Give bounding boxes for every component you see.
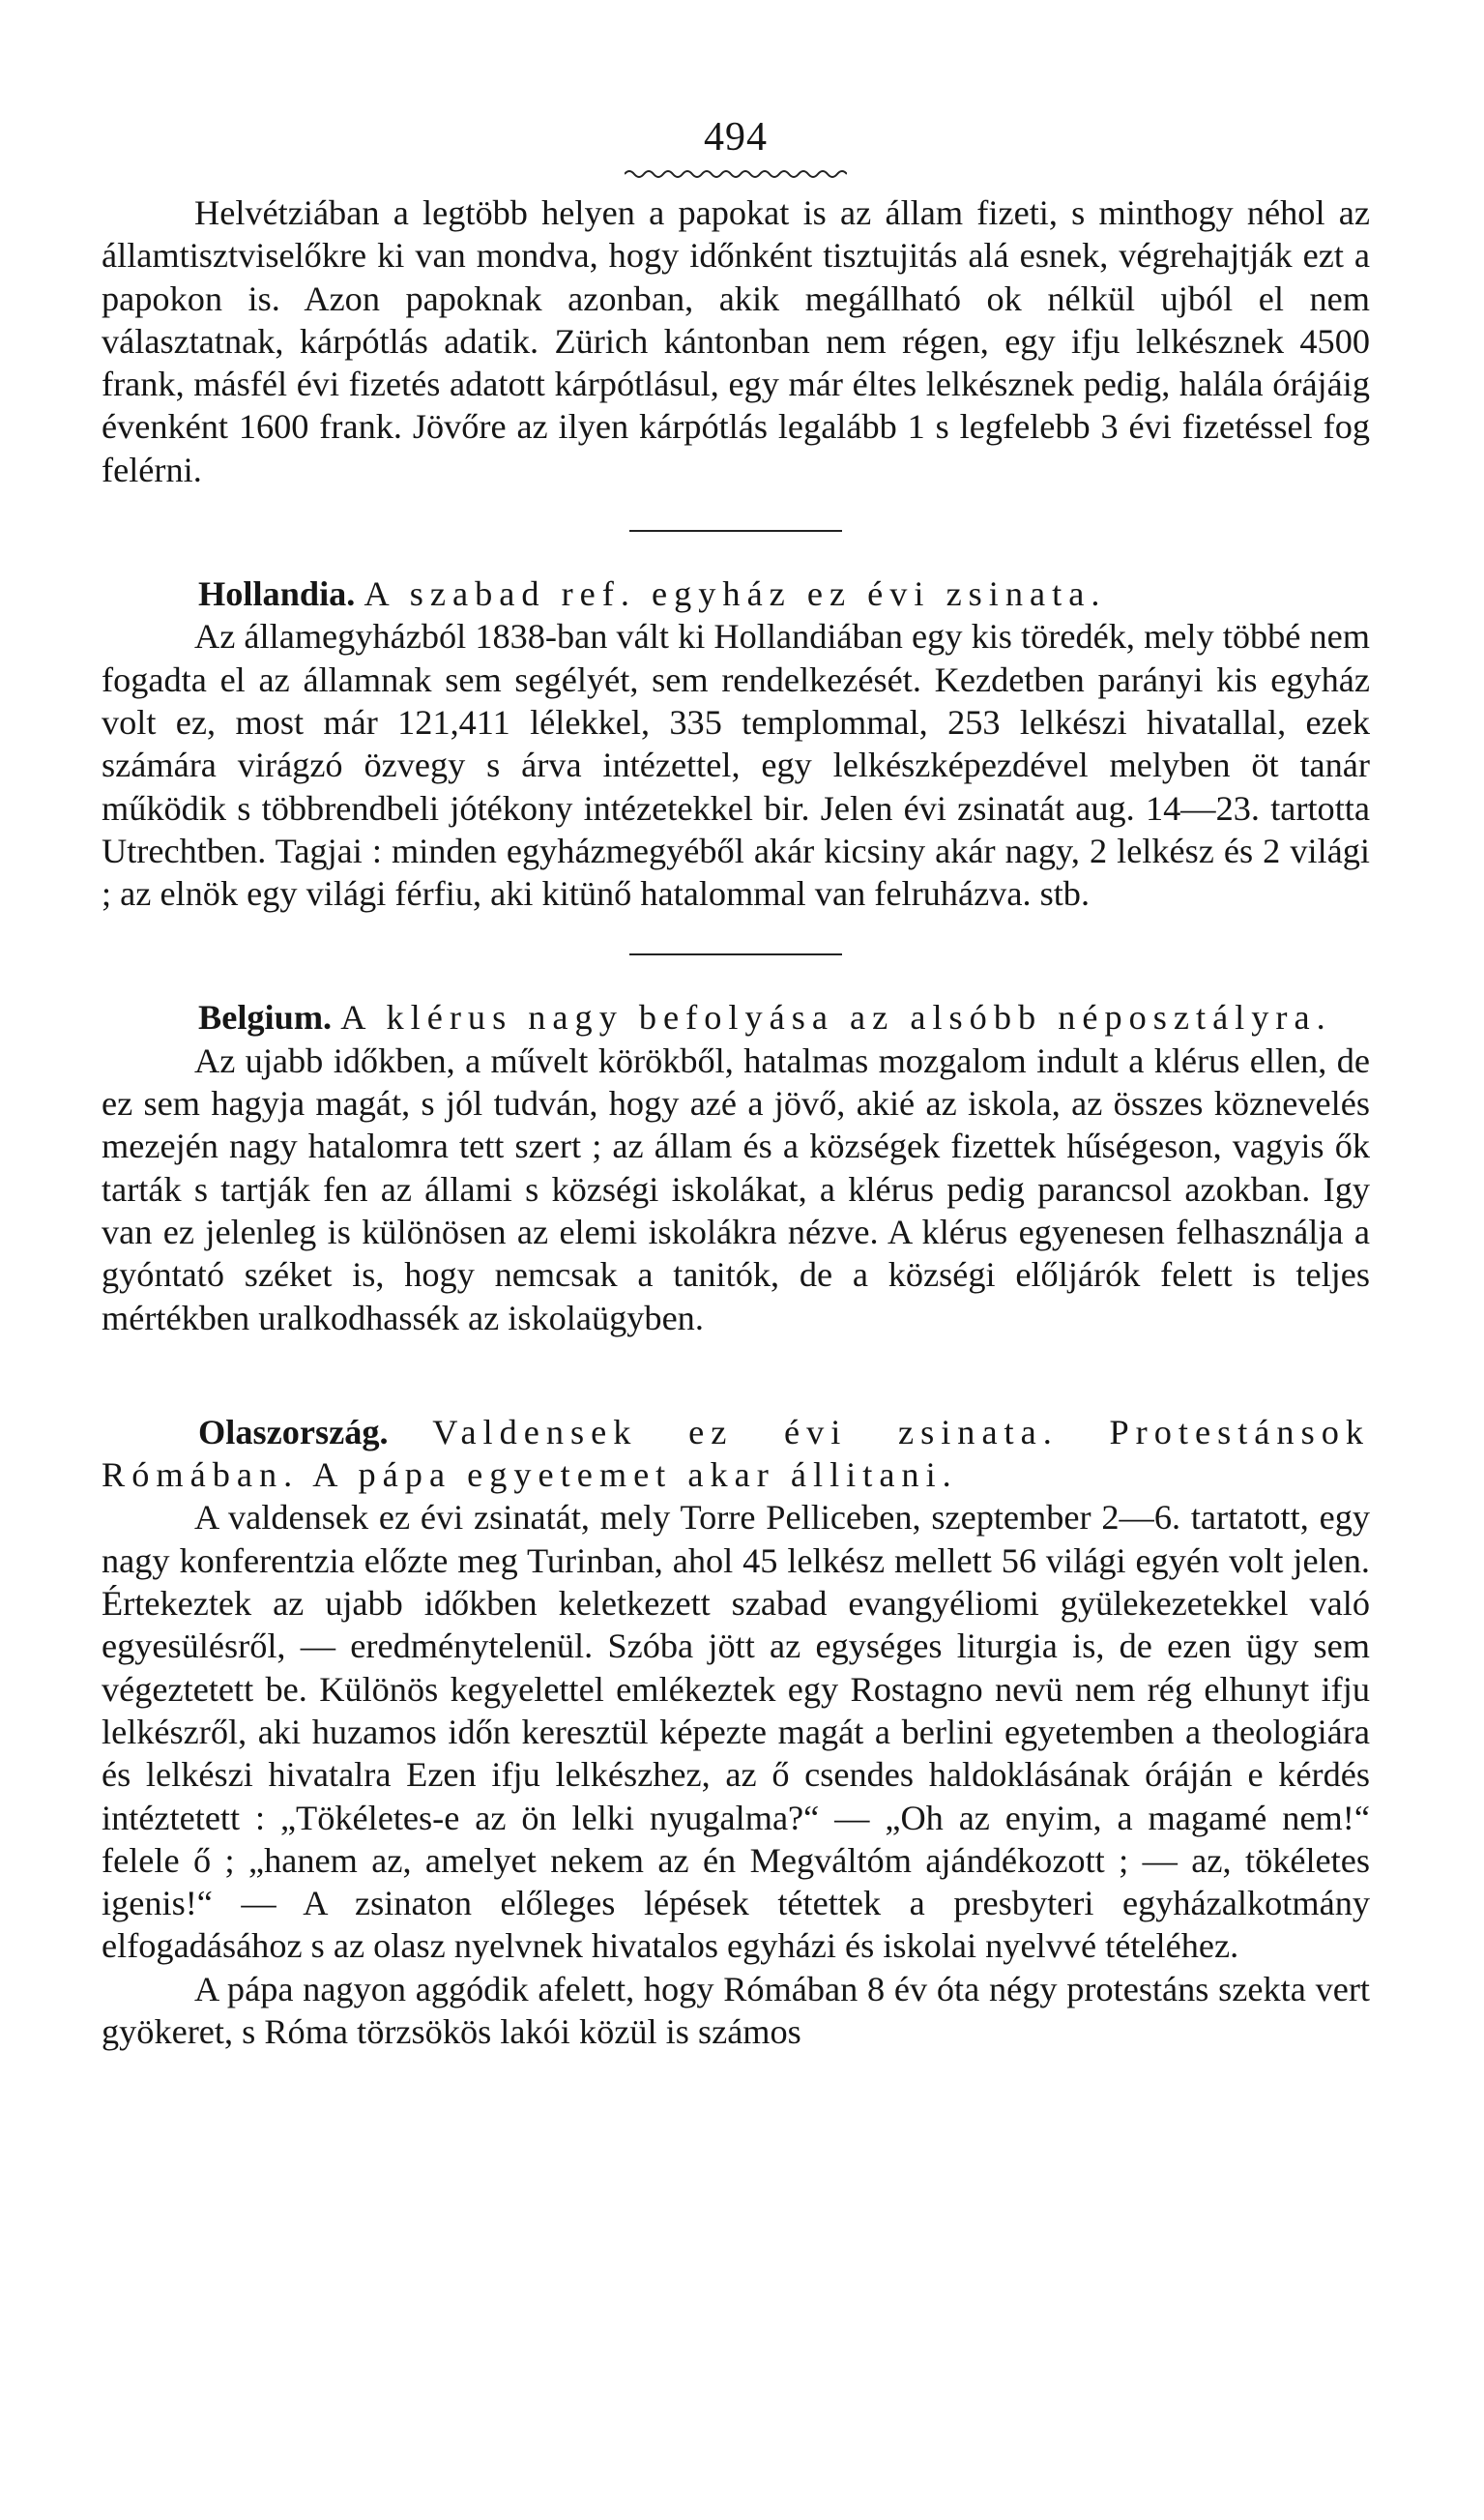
helvetia-paragraph: Helvétziában a legtöbb helyen a papokat is az állam fizeti, s minthogy néhol az államtisztviselőkre ki van mondva, hogy időnként tisztujitás alá esnek, végrehajtják ezt a papokon is. Azon papoknak azonban, akik megállható ok nélkül ujból el nem választatnak, kárpótlás adatik. Zürich kántonban nem régen, egy ifju lelkésznek 4500 frank, másfél évi fizetés adatott kárpótlásul, egy már éltes lelkésznek pedig, halála órájáig évenként 1600 frank. Jövőre az ilyen kárpótlás legalább 1 s legfelebb 3 évi fizetéssel fog felérni. [102,193,1370,489]
olaszorszag-title: Valdensek ez évi zsinata. Protestánsok Rómában. A pápa egyetemet akar állitani. [102,1412,1370,1495]
hollandia-heading [102,572,1370,615]
belgium-paragraph: Az ujabb időkben, a művelt körökből, hatalmas mozgalom indult a klérus ellen, de ez sem hagyja magát, s jól tudván, hogy azé a jövő, akié az iskola, az összes köznevelés mezején nagy hatalomra tett szert ; az állam és a községek fizettek hűségeson, vagyis ők tarták s tartják fen az állami s községi iskolákat, a klérus pedig parancsol azokban. Igy van ez jelenleg is különösen az elemi iskolákra nézve. A klérus egyenesen felhasználja a gyóntató széket is, hogy nemcsak a tanitók, de a községi előljárók felett is teljes mértékben uralkodhassék az iskolaügyben. [102,1040,1370,1337]
section-divider [629,953,842,955]
belgium-country: Belgium. [198,998,333,1038]
olaszorszag-paragraph-1: A valdensek ez évi zsinatát, mely Torre Pelliceben, szeptember 2—6. tartatott, egy nagy konferentzia előzte meg Turinban, ahol 45 lelkész mellett 56 világi egyén volt jelen. Értekeztek az ujabb időkben keletkezett szabad evangyéliomi gyülekezetekkel való egyesülésről, — eredménytelenül. Szóba jött az egységes liturgia is, de ezen ügy sem végeztetett be. Különös kegyelettel emlékeztek egy Rostagno nevü nem rég elhunyt ifju lelkészről, aki huzamos időn keresztül képezte magát a berlini egyetemben a theologiára és lelkészi hivatalra Ezen ifju lelkészhez, az ő csendes haldoklásának óráján e kérdés intéztetett : „Tökéletes-e az ön lelki nyugalma?“ — „Oh az enyim, a magamé nem!“ felele ő ; „hanem az, amelyet nekem az én Megváltóm ajándékozott ; — az, tökéletes igenis!“ — A zsinaton előleges lépések tétettek a presbyteri egyházalkotmány elfogadásához s az olasz nyelvnek hivatalos egyházi és iskolai nyelvvé tételéhez. [102,1498,1370,1966]
section-divider [629,530,842,532]
book-page [102,114,1370,2053]
olaszorszag-country: Olaszország. [198,1412,389,1451]
olaszorszag-paragraph-2: A pápa nagyon aggódik afelett, hogy Rómában 8 év óta négy protestáns szekta vert gyökeret, s Róma törzsökös lakói közül is számos [102,1969,1370,2051]
olaszorszag-heading [102,1411,1370,1497]
hollandia-title: A szabad ref. egyház ez évi zsinata. [364,574,1107,614]
wavy-rule-ornament [625,166,847,182]
belgium-title: A klérus nagy befolyása az alsóbb néposztályra. [340,998,1332,1038]
hollandia-paragraph: Az államegyházból 1838-ban vált ki Hollandiában egy kis töredék, mely többé nem fogadta el az államnak sem segélyét, sem rendelkezését. Kezdetben parányi kis egyház volt ez, most már 121,411 lélekkel, 335 templommal, 253 lelkészi hivatallal, ezek számára virágzó özvegy s árva intézettel, egy lelkészképezdével melyben öt tanár működik s többrendbeli jótékony intézetekkel bir. Jelen évi zsinatát aug. 14—23. tartotta Utrechtben. Tagjai : minden egyházmegyéből akár kicsiny akár nagy, 2 lelkész és 2 világi ; az elnök egy világi férfiu, aki kitünő hatalommal van felruházva. stb. [102,617,1370,914]
belgium-heading [102,996,1370,1039]
page-number: 494 [704,115,768,160]
hollandia-country: Hollandia. [198,574,356,614]
section-gap [102,1339,1370,1411]
